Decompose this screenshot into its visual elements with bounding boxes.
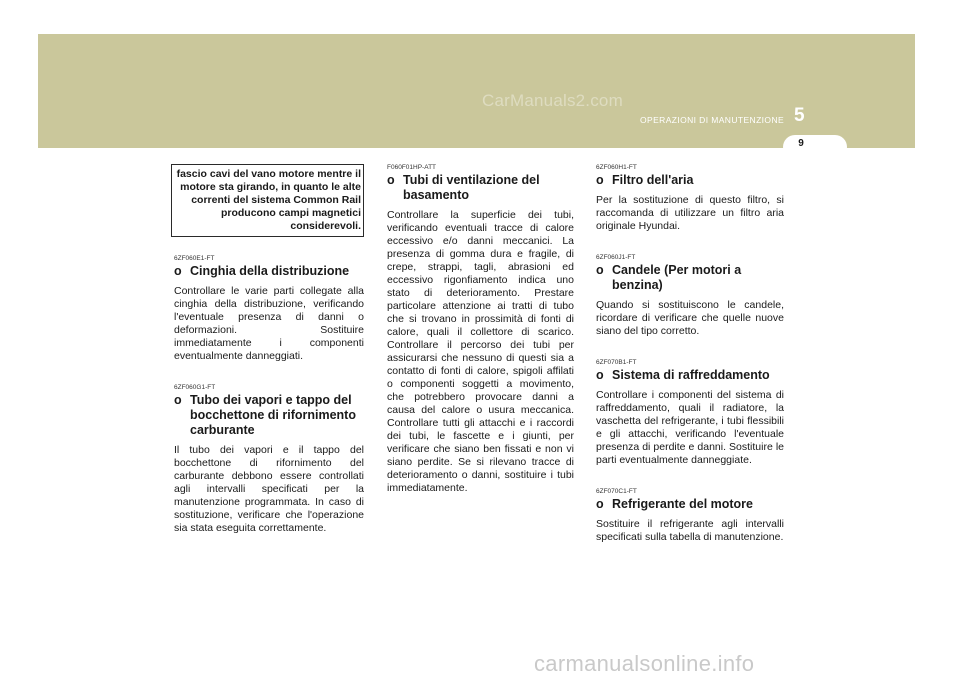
bullet-marker: o xyxy=(174,264,182,278)
column-3 xyxy=(596,164,784,544)
section-code: 6ZF060J1-FT xyxy=(596,254,636,261)
section-body: Controllare i componenti del sistema di raffreddamento, quali il radiatore, la vaschetta del refrigerante, i tubi flessibili e gli attacchi, verificando l'eventuale presenza di perdite e danni. Sostituire le parti eventualmente danneggiate. xyxy=(596,389,784,466)
section-heading xyxy=(174,264,364,279)
header-band xyxy=(38,34,915,148)
section-heading xyxy=(596,263,784,293)
section-code: F060F01HP-ATT xyxy=(387,164,437,171)
section-title: Refrigerante del motore xyxy=(612,497,754,511)
section-title: Filtro dell'aria xyxy=(612,173,694,187)
warning-box: fascio cavi del vano motore mentre il motore sta girando, in quanto le alte correnti del sistema Common Rail producono campi magnetici considerevoli. xyxy=(171,164,364,237)
section-body: Sostituire il refrigerante agli intervalli specificati sulla tabella di manutenzione. xyxy=(596,518,784,543)
section-heading xyxy=(174,393,364,438)
section-title: Tubi di ventilazione del basamento xyxy=(403,173,540,202)
bullet-marker: o xyxy=(596,263,604,277)
section-heading xyxy=(596,173,784,188)
column-1 xyxy=(174,164,364,535)
section-code: 6ZF060E1-FT xyxy=(174,255,215,262)
section-heading xyxy=(596,368,784,383)
bullet-marker: o xyxy=(387,173,395,187)
section-title: Candele (Per motori a benzina) xyxy=(612,263,742,292)
section-code: 6ZF060G1-FT xyxy=(174,384,216,391)
chapter-number: 5 xyxy=(794,105,805,126)
section-title: OPERAZIONI DI MANUTENZIONE xyxy=(640,115,785,125)
bullet-marker: o xyxy=(596,173,604,187)
page-number: 9 xyxy=(798,138,804,149)
section-title: Cinghia della distribuzione xyxy=(190,264,350,278)
bullet-marker: o xyxy=(596,497,604,511)
bullet-marker: o xyxy=(174,393,182,407)
section-code: 6ZF060H1-FT xyxy=(596,164,637,171)
section-heading xyxy=(596,497,784,512)
watermark-footer: carmanualsonline.info xyxy=(534,651,755,676)
section-code: 6ZF070C1-FT xyxy=(596,488,637,495)
watermark-top: CarManuals2.com xyxy=(482,91,623,110)
section-title: Sistema di raffreddamento xyxy=(612,368,770,382)
section-body: Controllare le varie parti collegate alla cinghia della distribuzione, verificando l'eventuale presenza di danni o deformazioni. Sostituire immediatamente i componenti eventualmente danneggiati. xyxy=(174,285,364,362)
section-body: Il tubo dei vapori e il tappo del bocchettone di rifornimento del carburante debbono essere controllati agli intervalli specificati per la manutenzione programmata. In caso di sostituzione, verificare che l'operazione sia stata eseguita correttamente. xyxy=(174,444,364,534)
section-code: 6ZF070B1-FT xyxy=(596,359,637,366)
section-title: Tubo dei vapori e tappo del bocchettone di rifornimento carburante xyxy=(190,393,356,437)
section-heading xyxy=(387,173,574,203)
section-body: Per la sostituzione di questo filtro, si raccomanda di utilizzare un filtro aria originale Hyundai. xyxy=(596,194,784,232)
bullet-marker: o xyxy=(596,368,604,382)
section-body: Controllare la superficie dei tubi, verificando eventuali tracce di calore eccessivo e/o danni meccanici. La presenza di gomma dura e fragile, di crepe, strappi, tagli, abrasioni ed eccessivo rigonfiamento indica uno stato di deterioramento. Prestare particolare attenzione ai tratti di tubo che si trovano in prossimità di fonti di calore, quali il collettore di scarico. Controllare il percorso dei tubi per assicurarsi che nessuno di questi sia a contatto di fonti di calore, spigoli affilati o componenti soggetti a movimento, che potrebbero provocare danni a causa del calore o usura meccanica. Controllare tutti gli attacchi e i raccordi dei tubi, le fascette e i giunti, per verificare che siano ben fissati e non vi siano perdite. Se si rilevano tracce di deterioramento o danni, sostituire i tubi immediatamente. xyxy=(387,209,574,494)
section-body: Quando si sostituiscono le candele, ricordare di verificare che quelle nuove siano del tipo corretto. xyxy=(596,299,784,337)
column-2 xyxy=(387,164,574,495)
